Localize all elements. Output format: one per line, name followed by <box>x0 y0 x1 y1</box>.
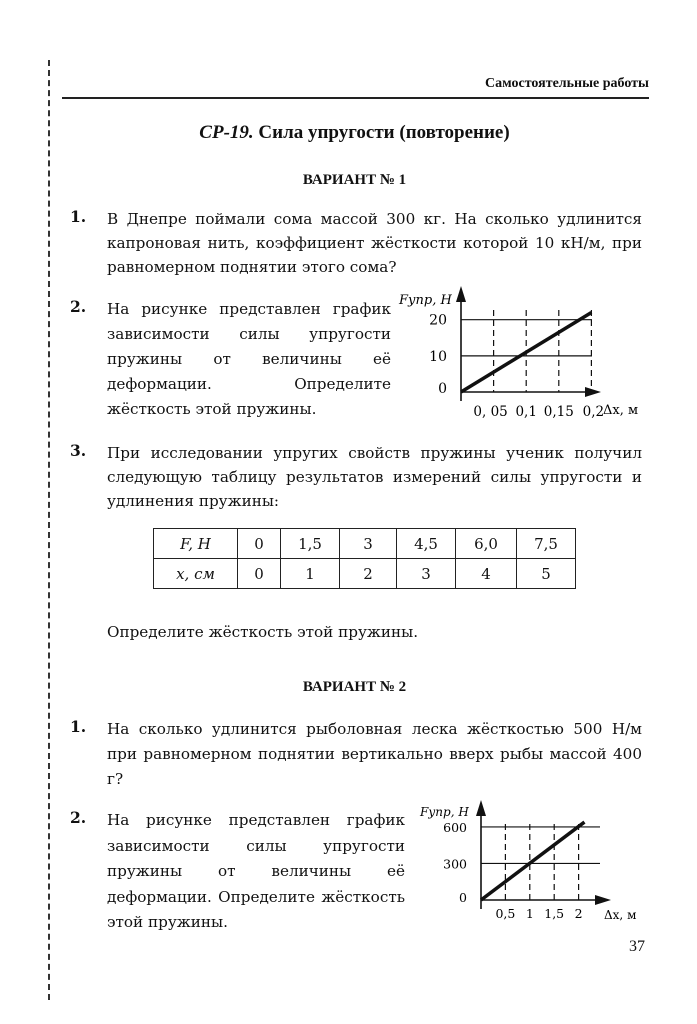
chart2-y-tick: 300 <box>443 856 467 872</box>
chart1-y-ticks <box>429 313 447 397</box>
table-cell: 0 <box>238 529 281 559</box>
chart2-y-ticks <box>443 820 467 905</box>
chart2-x-tick: 1,5 <box>544 906 565 921</box>
chart1-y-tick: 10 <box>429 348 447 365</box>
v1-task3-question: Определите жёсткость этой пружины. <box>107 623 419 641</box>
v1-task2-number: 2. <box>70 297 87 316</box>
chart1-x-tick: 0, 05 <box>473 404 508 420</box>
v1-graph <box>392 280 654 425</box>
table-row <box>154 529 576 559</box>
title-code: СР-19. <box>199 122 254 143</box>
table-cell: 6,0 <box>456 529 517 559</box>
v2-graph <box>412 796 650 934</box>
chart1-x-arrow <box>585 387 601 397</box>
v1-task3-number: 3. <box>70 441 87 460</box>
chart1-y-tick: 20 <box>429 312 447 329</box>
chart2-x-arrow <box>595 895 611 905</box>
title-text: Сила упругости (повторение) <box>258 122 510 143</box>
variant2-heading: ВАРИАНТ № 2 <box>302 679 407 695</box>
v1-task1-number: 1. <box>70 207 87 226</box>
v1-task3-text: При исследовании упругих свойств пружины ученик получил следующую таблицу результатов измерений силы упругости и удлинения пружины: <box>107 444 642 510</box>
chart2-x-ticks <box>495 906 582 921</box>
table-cell: 2 <box>340 559 397 589</box>
chart1-x-tick: 0,15 <box>543 404 574 420</box>
v2-task2-number: 2. <box>70 808 87 827</box>
v1-task1-text: В Днепре поймали сома массой 300 кг. На сколько удлинится капроновая нить, коэффициент жёсткости которой 10 кН/м, при равномерном поднятии этого сома? <box>107 210 642 276</box>
table-cell: 3 <box>397 559 456 589</box>
table-cell: 1,5 <box>281 529 340 559</box>
chart2-y-tick: 600 <box>443 819 467 835</box>
measurement-table <box>153 528 576 589</box>
chart2-y-tick: 0 <box>459 890 467 905</box>
chart1-y-label: Fупр, Н <box>399 293 452 308</box>
chart1-x-ticks <box>473 404 604 420</box>
v1-task2-text: На рисунке представлен график зависимости силы упругости пружины от величины её деформации. Определите жёсткость этой пружины. <box>107 300 391 418</box>
chart2-x-tick: 2 <box>574 906 583 921</box>
chart2-series-line <box>481 822 584 900</box>
chart1-y-tick: 0 <box>438 381 447 397</box>
table-cell: 4 <box>456 559 517 589</box>
header-rule <box>62 97 649 99</box>
table-header-cell: F, Н <box>154 529 238 559</box>
table-cell: 0 <box>238 559 281 589</box>
chart2-x-label: Δx, м <box>604 908 637 922</box>
chart1-x-tick: 0,2 <box>582 404 605 420</box>
table-cell: 3 <box>340 529 397 559</box>
page-number: 37 <box>629 938 645 955</box>
table-cell: 7,5 <box>517 529 576 559</box>
table-cell: 5 <box>517 559 576 589</box>
v2-task1-number: 1. <box>70 717 87 736</box>
chart2-y-label: Fупр, Н <box>420 805 469 819</box>
chart2-x-tick: 1 <box>525 906 534 921</box>
table-header-cell: x, см <box>154 559 238 589</box>
v2-task2-text: На рисунке представлен график зависимости силы упругости пружины от величины её деформации. Определите жёсткость этой пружины. <box>107 811 405 931</box>
chart2-x-tick: 0,5 <box>495 906 516 921</box>
v2-task1-text: На сколько удлинится рыболовная леска жёсткостью 500 Н/м при равномерном поднятии вертикально вверх рыбы массой 400 г? <box>107 720 642 788</box>
page-title <box>60 122 649 144</box>
binding-margin-line <box>48 60 50 1000</box>
chart1-x-label: Δx, м <box>603 403 639 418</box>
table-row <box>154 559 576 589</box>
running-head: Самостоятельные работы <box>485 76 649 91</box>
chart1-y-arrow <box>456 286 466 302</box>
variant1-heading: ВАРИАНТ № 1 <box>302 172 407 188</box>
table-cell: 1 <box>281 559 340 589</box>
table-cell: 4,5 <box>397 529 456 559</box>
chart1-x-tick: 0,1 <box>515 404 537 420</box>
chart2-y-arrow <box>476 800 486 816</box>
